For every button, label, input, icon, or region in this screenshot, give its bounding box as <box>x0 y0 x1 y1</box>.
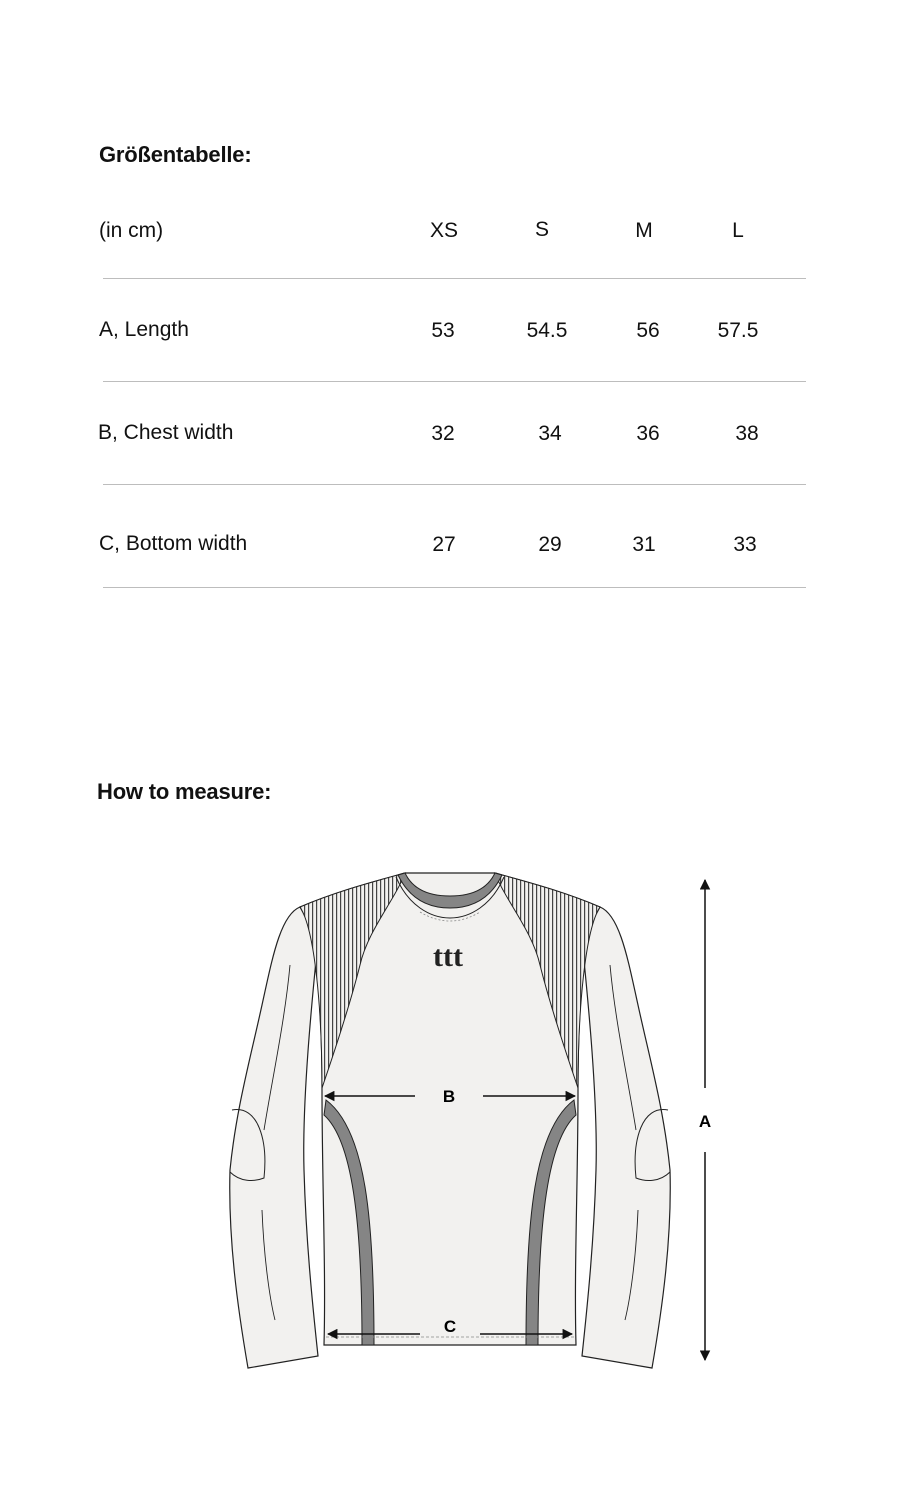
how-to-measure-title: How to measure: <box>97 779 272 804</box>
left-sleeve <box>230 907 318 1368</box>
divider <box>103 484 806 485</box>
value-length-s: 54.5 <box>526 319 568 342</box>
label-c: C <box>443 1317 457 1336</box>
label-b: B <box>442 1087 456 1106</box>
size-header-m: M <box>635 219 653 242</box>
size-header-l: L <box>732 219 744 242</box>
divider <box>103 587 806 588</box>
size-header-s: S <box>534 218 550 241</box>
value-chest-xs: 32 <box>431 422 455 445</box>
row-label-bottom-width: C, Bottom width <box>99 532 248 555</box>
value-chest-s: 34 <box>538 422 562 445</box>
row-label-chest-width: B, Chest width <box>98 421 234 444</box>
value-bottom-s: 29 <box>538 533 562 556</box>
value-bottom-m: 31 <box>632 533 656 556</box>
value-length-xs: 53 <box>431 319 455 342</box>
value-chest-l: 38 <box>735 422 759 445</box>
value-bottom-l: 33 <box>733 533 757 556</box>
right-sleeve <box>582 907 670 1368</box>
size-header-xs: XS <box>429 219 459 242</box>
shirt-measurement-diagram <box>0 840 900 1400</box>
divider <box>103 278 806 279</box>
value-bottom-xs: 27 <box>432 533 456 556</box>
unit-label: (in cm) <box>99 219 164 242</box>
label-a: A <box>698 1112 712 1131</box>
size-chart-title: Größentabelle: <box>99 142 252 167</box>
brand-logo: ttt <box>433 940 463 973</box>
value-length-l: 57.5 <box>717 319 759 342</box>
divider <box>103 381 806 382</box>
value-chest-m: 36 <box>636 422 660 445</box>
value-length-m: 56 <box>636 319 660 342</box>
size-chart-table <box>0 0 900 600</box>
row-label-length: A, Length <box>99 318 189 341</box>
